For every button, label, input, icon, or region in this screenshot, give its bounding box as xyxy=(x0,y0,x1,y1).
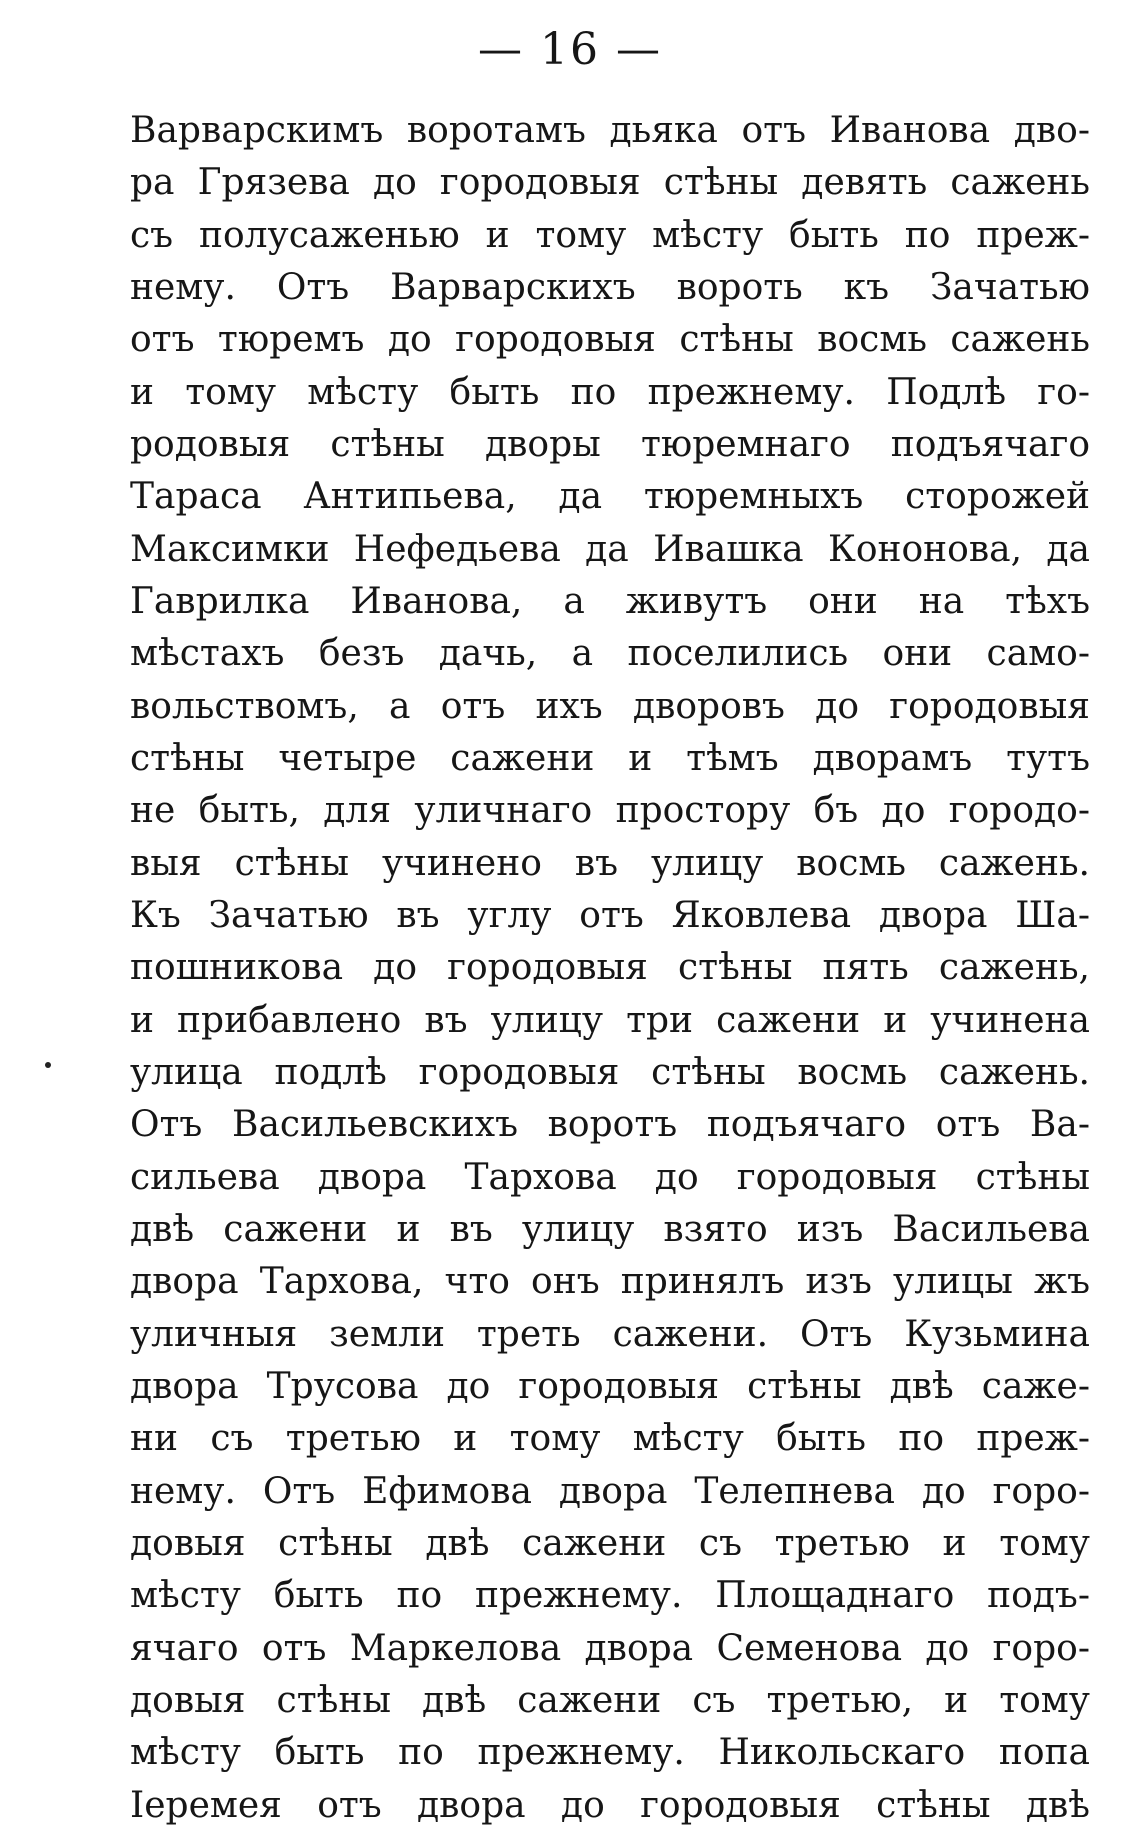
body-text xyxy=(130,105,1090,1832)
text-line: стѣны четыре сажени и тѣмъ дворамъ тутъ xyxy=(130,737,1090,779)
text-line: довыя стѣны двѣ сажени съ третью и тому xyxy=(130,1522,1090,1564)
text-line: Іеремея отъ двора до городовыя стѣны двѣ xyxy=(130,1784,1090,1826)
text-line: выя стѣны учинено въ улицу восмь сажень. xyxy=(130,842,1090,884)
text-line: нему. Отъ Ефимова двора Телепнева до горо- xyxy=(130,1470,1090,1512)
text-line: довыя стѣны двѣ сажени съ третью, и тому xyxy=(130,1679,1090,1721)
text-line: Тараса Антипьева, да тюремныхъ сторожей xyxy=(130,476,1090,518)
text-line: и прибавлено въ улицу три сажени и учинена xyxy=(130,999,1090,1041)
text-line: ни съ третью и тому мѣсту быть по преж- xyxy=(130,1418,1090,1460)
text-line: сильева двора Тархова до городовыя стѣны xyxy=(130,1156,1090,1198)
text-line: улица подлѣ городовыя стѣны восмь сажень. xyxy=(130,1051,1090,1093)
text-line: нему. Отъ Варварскихъ вороть къ Зачатью xyxy=(130,266,1090,308)
text-line: пошникова до городовыя стѣны пять сажень, xyxy=(130,947,1090,989)
text-line: вольствомъ, а отъ ихъ дворовъ до городовыя xyxy=(130,685,1090,727)
margin-mark xyxy=(45,1062,51,1068)
text-line: съ полусаженью и тому мѣсту быть по преж- xyxy=(130,214,1090,256)
text-line: ра Грязева до городовыя стѣны девять сажень xyxy=(130,162,1090,204)
text-line: мѣсту быть по прежнему. Никольскаго попа xyxy=(130,1732,1090,1774)
text-line: и тому мѣсту быть по прежнему. Подлѣ го- xyxy=(130,371,1090,413)
text-line: двѣ сажени и въ улицу взято изъ Васильева xyxy=(130,1208,1090,1250)
text-line: двора Трусова до городовыя стѣны двѣ саже- xyxy=(130,1365,1090,1407)
text-line: уличныя земли треть сажени. Отъ Кузьмина xyxy=(130,1313,1090,1355)
text-line: мѣстахъ безъ дачь, а поселились они само- xyxy=(130,633,1090,675)
text-line: двора Тархова, что онъ принялъ изъ улицы жъ xyxy=(130,1261,1090,1303)
text-line: родовыя стѣны дворы тюремнаго подъячаго xyxy=(130,423,1090,465)
text-line: отъ тюремъ до городовыя стѣны восмь сажень xyxy=(130,319,1090,361)
text-line: Варварскимъ воротамъ дьяка отъ Иванова дво- xyxy=(130,110,1090,151)
text-line: Максимки Нефедьева да Ивашка Кононова, да xyxy=(130,528,1090,570)
text-line: Отъ Васильевскихъ воротъ подъячаго отъ Ва- xyxy=(130,1104,1090,1146)
text-line: ячаго отъ Маркелова двора Семенова до горо- xyxy=(130,1627,1090,1669)
text-line: Гаврилка Иванова, а живутъ они на тѣхъ xyxy=(130,580,1090,622)
page-number: — 16 — xyxy=(478,24,662,75)
text-line: мѣсту быть по прежнему. Площаднаго подъ- xyxy=(130,1575,1090,1617)
text-line: Къ Зачатью въ углу отъ Яковлева двора Ша- xyxy=(130,894,1090,936)
text-line: не быть, для уличнаго простору бъ до городо- xyxy=(130,790,1090,832)
